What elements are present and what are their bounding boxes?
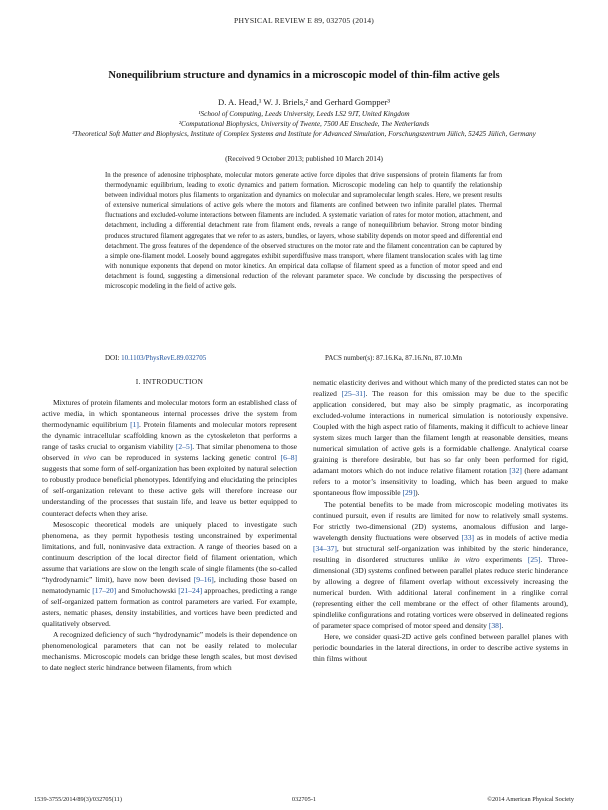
section-heading: I. INTRODUCTION [135, 377, 204, 386]
footer-page-number: 032705-1 [291, 796, 317, 803]
running-header: PHYSICAL REVIEW E 89, 032705 (2014) [234, 16, 374, 25]
affiliation-2: ²Computational Biophysics, University of Twente, 7500 AE Enschede, The Netherlands [178, 120, 430, 128]
paper-title: Nonequilibrium structure and dynamics in a microscopic model of thin-film active gels [108, 70, 500, 81]
citation-link[interactable]: [38] [488, 621, 502, 631]
footer-issn: 1539-3755/2014/89(3)/032705(11) [34, 796, 122, 803]
citation-link[interactable]: [1] [130, 420, 139, 430]
paragraph-1: Mixtures of protein filaments and molecular motors form an established class of active media, in which spontaneous internal processes drive the system from thermodynamic equilibrium [1]. Protein filaments and molecular motors represent the dynamic intracellular scaffolding known as the cytoskeleton that performs a range of tasks crucial to organism viability [2–5]. That similar phenomena to those observed in vivo can be reproduced in systems lacking genetic control [6–8] suggests that some form of self-organization has been exploited by natural selection to robustly produce beneficial phenotypes. Identifying and elucidating the principles of self-organization relevant to these active gels will therefore increase our understanding of the processes that sustain life, and leave us better equipped to counteract defects when they arise. [42, 398, 298, 518]
affiliation-3: ³Theoretical Soft Matter and Biophysics, Institute of Complex Systems and Institute for Advanced Simulation, Forschungszentrum Jülich, 52425 Jülich, Germany [72, 130, 536, 138]
paragraph-5: The potential benefits to be made from microscopic modeling motivates its continued pursuit, even if results are limited for now to relatively small systems. For strictly two-dimensional (2D) systems, anomalous diffusion and large-wavelength density fluctuations were observed [33] as in models of active media [34–37], but structural self-organization was inhibited by the steric hinderance, resulting in disordered structures unlike in vitro experiments [25]. Three-dimensional (3D) systems confined between parallel plates reduce steric hinderance by allowing a degree of filament overlap without excessively increasing the numerical burden. With additional lateral confinement in a ringlike corral (representing either the cell membrane or the effect of other filaments around), spindlelike configurations and rotating vortices were observed in delineated regions of parameter space comprised of motor speed and density [38]. [313, 499, 568, 631]
abstract: In the presence of adenosine triphosphate, molecular motors generate active force dipoles that drive suspensions of protein filaments far from thermodynamic equilibrium, leading to exotic dynamics and pattern formation. Microscopic modeling can help to quantify the relationship between individual motors plus filaments to organization and dynamics on molecular and supramolecular length scales. Here, we present results of extensive numerical simulations of active gels where the motors and filaments are confined between two infinite parallel plates. Thermal fluctuations and excluded-volume interactions between filaments are included. A systematic variation of rates for motor motion, attachment, and detachment, including a differential detachment rate from filament ends, reveals a range of nonequilibrium behavior. Strong motor binding produces structured filament aggregates that we refer to as asters, bundles, or layers, whose stability depends on motor speed and differential end detachment. The gross features of the dependence of the observed structures on the motor rate and the filament concentration can be captured by a simple one-filament model. Loosely bound aggregates exhibit superdiffusive mass transport, where filament translocation scales with lag time with nonunique exponents that depend on motor kinetics. An empirical data collapse of filament speed as a function of motor speed and end detachment is found, suggesting a dimensional reduction of the relevant parameter space. We conclude by discussing the perspectives of microscopic modeling in the field of active gels. [105, 172, 502, 291]
paragraph-6: Here, we consider quasi-2D active gels confined between parallel planes with periodic boundaries in the lateral directions, in order to describe active systems in thin films without [313, 632, 568, 664]
paragraph-3: A recognized deficiency of such “hydrodynamic” models is their dependence on phenomenological parameters that can not be easily related to molecular mechanisms. Microscopic models can bridge these length scales, but most devised to date neglect steric hindrance between filaments, from which [42, 630, 297, 673]
citation-link[interactable]: [21–24] [178, 585, 203, 595]
italic-term: in vitro [453, 554, 480, 564]
citation-link[interactable]: [34–37] [313, 543, 337, 553]
paragraph-2: Mesoscopic theoretical models are uniquely placed to investigate such phenomena, as they permit hypothesis testing unconstrained by experimental limitations, and full, noninvasive data extraction. A range of theories based on a continuum description of the local director field of filament orientation, which assume that variations are slow on the length scale of single filaments (the so-called “hydrodynamic” limit), have now been devised [9–16], including those based on nematodynamic [17–20] and Smoluchowski [21–24] approaches, predicting a range of self-organized pattern formation as control parameters are varied. For example, asters, nematic phases, density instabilities, and vortices have been predicted and qualitatively observed. [42, 519, 297, 628]
affiliation-1: ¹School of Computing, Leeds University, Leeds LS2 9JT, United Kingdom [198, 110, 410, 118]
citation-link[interactable]: [29] [402, 488, 416, 498]
doi-line [105, 354, 206, 362]
right-column [313, 377, 568, 664]
left-column [42, 376, 297, 673]
citation-link[interactable]: [25–31] [341, 389, 366, 399]
citation-link[interactable]: [25] [527, 554, 541, 564]
citation-link[interactable]: [32] [509, 466, 522, 476]
doi-label: DOI: [105, 354, 120, 362]
italic-term: in vivo [73, 453, 97, 463]
received-date: (Received 9 October 2013; published 10 March 2014) [225, 154, 383, 163]
citation-link[interactable]: [2–5] [175, 442, 193, 452]
citation-link[interactable]: [33] [461, 532, 475, 542]
author-list: D. A. Head,¹ W. J. Briels,² and Gerhard Gompper³ [218, 97, 390, 107]
paragraph-4: nematic elasticity derives and without which many of the predicted states can not be realized [25–31]. The reason for this omission may be due to the specific application considered, but may also be simply pragmatic, as incorporating excluded-volume interactions in numerical simulation is notoriously expensive. Coupled with the high aspect ratio of filaments, making it difficult to achieve linear system sizes much larger than the filament length at reasonable densities, means numerical simulation of active gels is a formidable challenge. Analytical coarse graining is therefore desirable, but has so far only been performed for rigid, adamant motors which do not induce relative filament rotation [32] (here adamant refers to a motor’s insensitivity to loading, which has been argued to make spontaneous flow impossible [29]). [313, 378, 568, 498]
doi-link[interactable]: 10.1103/PhysRevE.89.032705 [121, 354, 207, 362]
citation-link[interactable]: [17–20] [92, 585, 117, 595]
citation-link[interactable]: [9–16] [193, 574, 214, 584]
pacs-numbers: PACS number(s): 87.16.Ka, 87.16.Nn, 87.10.Mn [325, 354, 463, 362]
footer-copyright: ©2014 American Physical Society [487, 796, 574, 803]
citation-link[interactable]: [6–8] [280, 453, 298, 463]
